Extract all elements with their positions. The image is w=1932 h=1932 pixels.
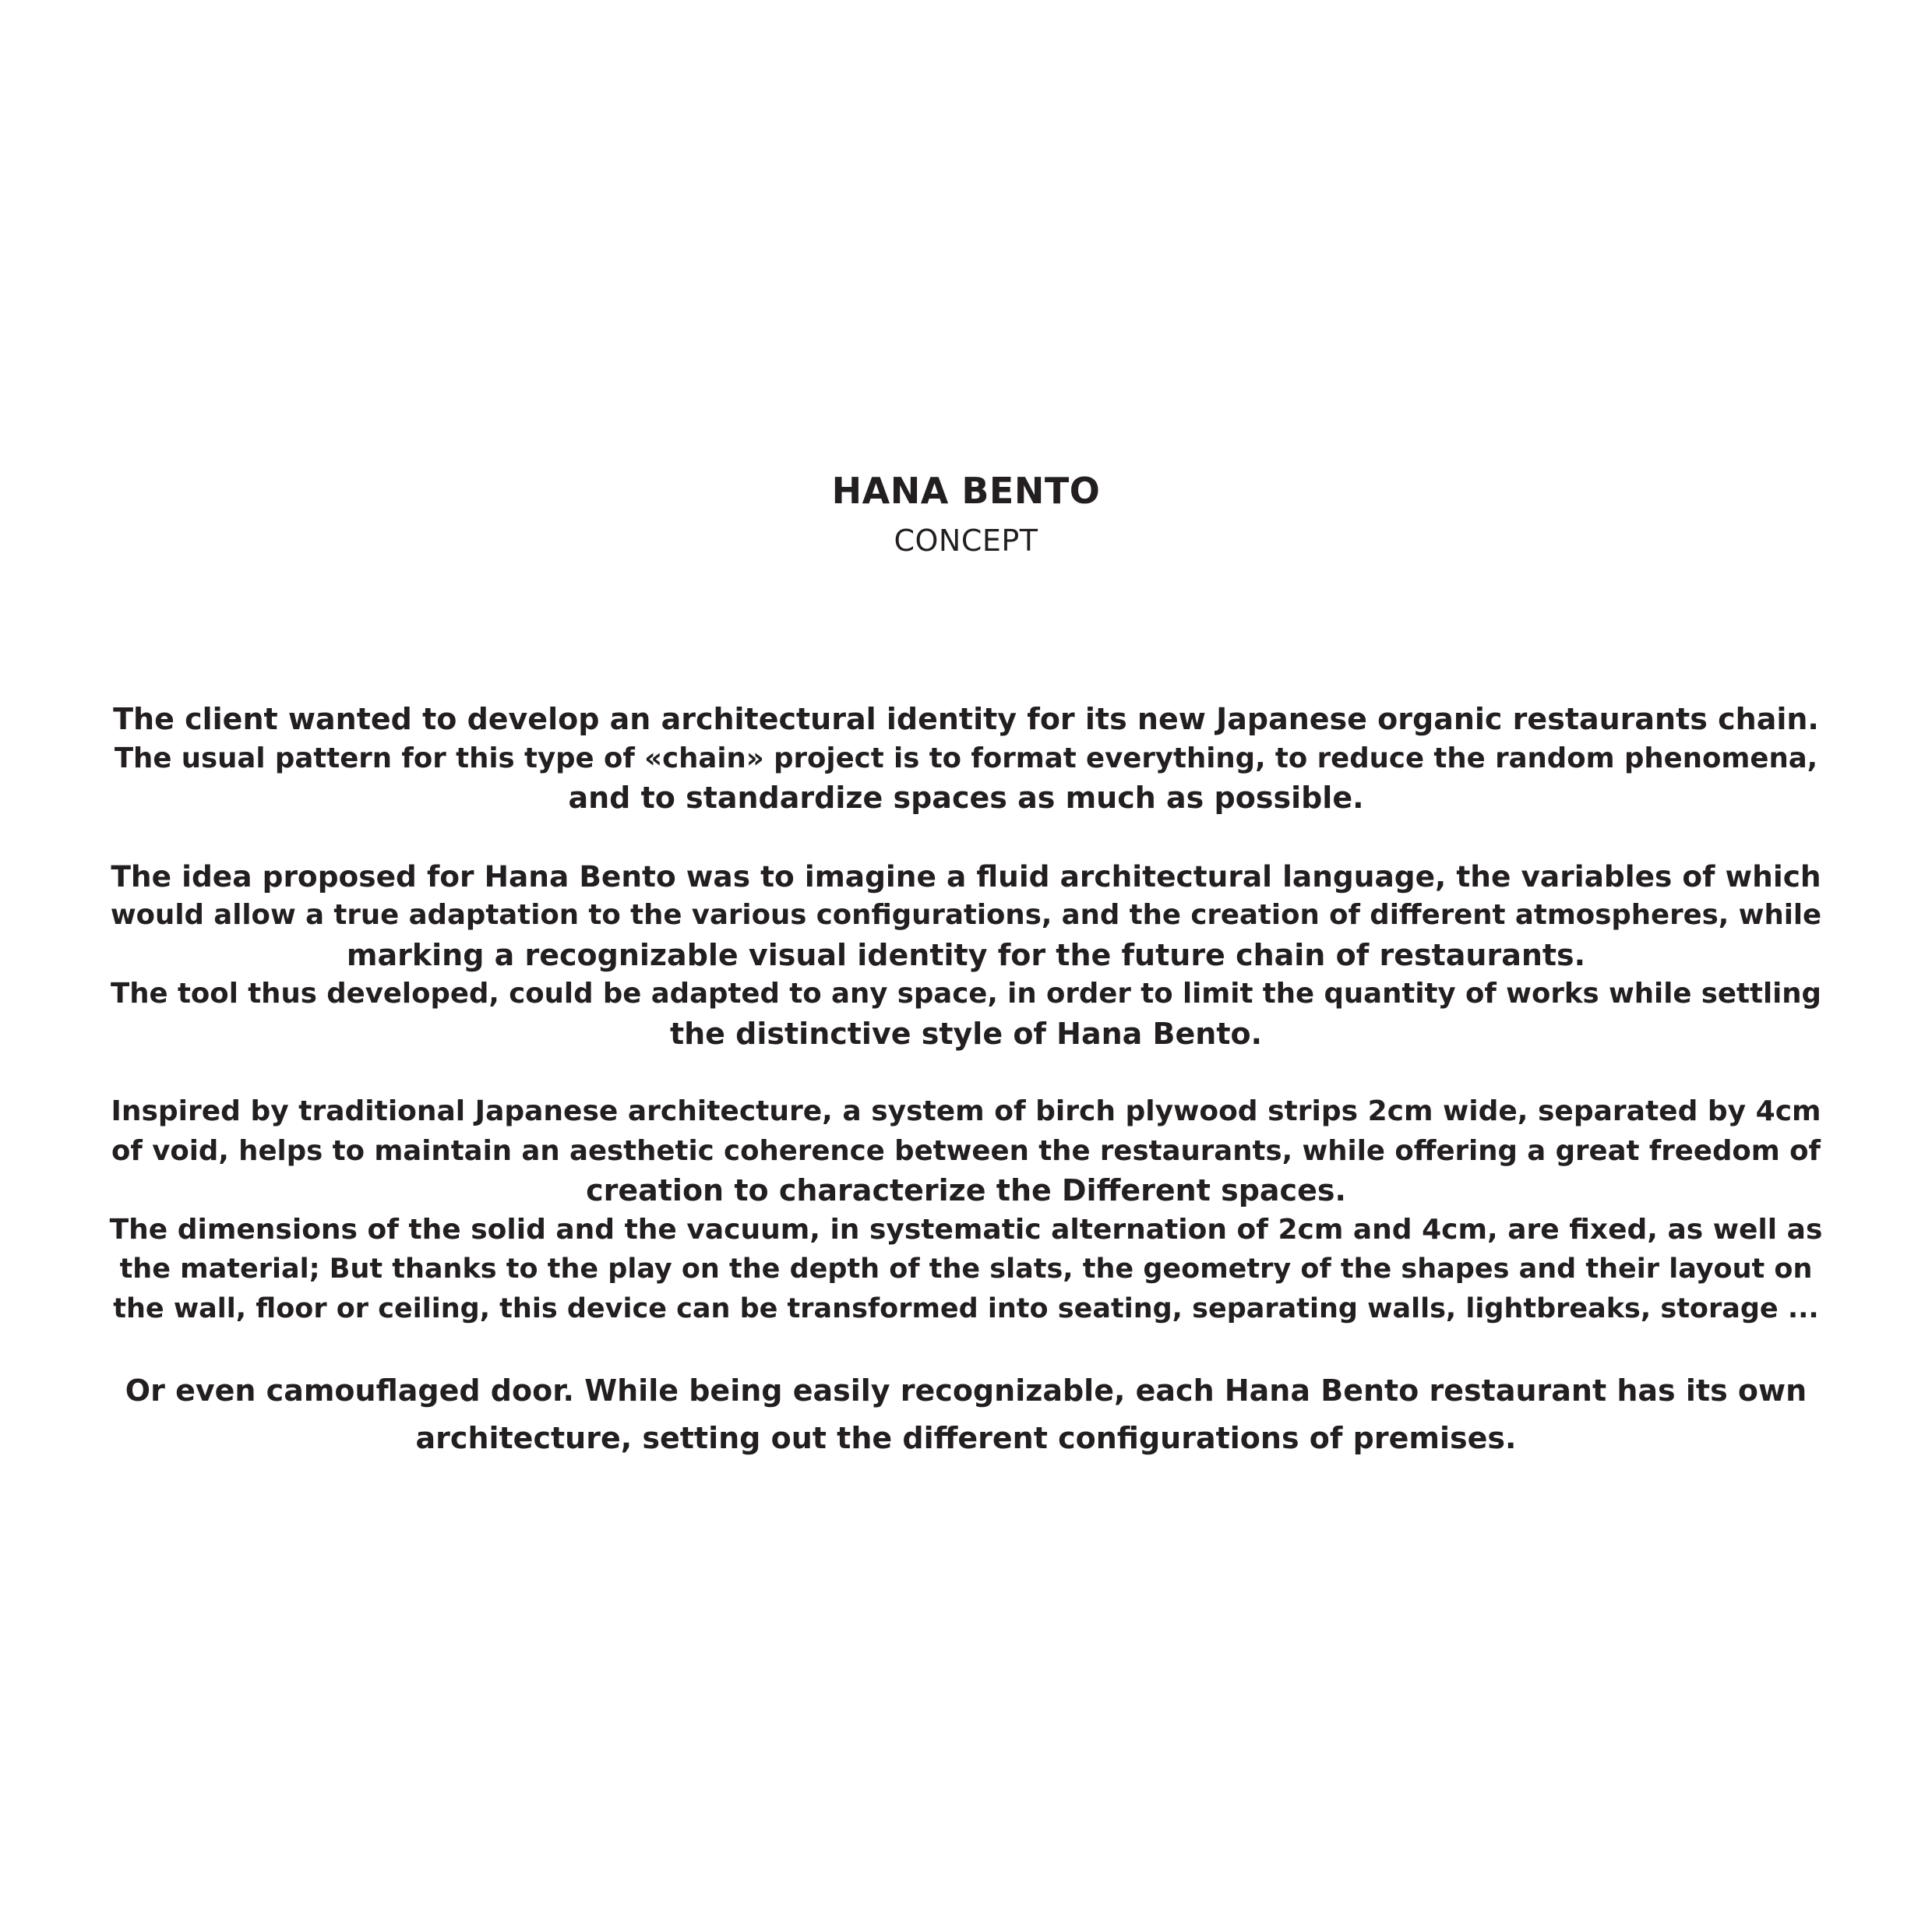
text-line: of void, helps to maintain an aesthetic coherence between the restaurants, while offering a great freedom of [111, 1134, 1821, 1167]
text-line: Inspired by traditional Japanese architecture, a system of birch plywood strips 2cm wide, separated by 4cm [111, 1095, 1821, 1127]
document-subtitle: CONCEPT [894, 524, 1038, 558]
paragraph-4 [109, 1367, 1823, 1462]
text-line: the material; But thanks to the play on the depth of the slats, the geometry of the shapes and their layout on [119, 1253, 1813, 1285]
text-line: Or even camouflaged door. While being easily recognizable, each Hana Bento restaurant has its own [125, 1373, 1807, 1408]
text-line: creation to characterize the Different spaces. [586, 1173, 1346, 1208]
text-line: The usual pattern for this type of «chain» project is to format everything, to reduce the random phenomena, [114, 742, 1818, 774]
document-header [0, 466, 1932, 566]
body-text [109, 700, 1823, 1501]
text-line: the wall, floor or ceiling, this device can be transformed into seating, separating walls, lightbreaks, storage ... [113, 1292, 1819, 1324]
text-line: The dimensions of the solid and the vacuum, in systematic alternation of 2cm and 4cm, are fixed, as well as [109, 1213, 1823, 1246]
text-line: the distinctive style of Hana Bento. [669, 1016, 1263, 1051]
text-line: The idea proposed for Hana Bento was to imagine a fluid architectural language, the variables of which [111, 858, 1821, 894]
paragraph-1 [109, 700, 1823, 818]
paragraph-2 [109, 857, 1823, 1054]
paragraph-3 [109, 1092, 1823, 1328]
document-title: HANA BENTO [831, 470, 1101, 512]
text-line: The client wanted to develop an architectural identity for its new Japanese organic restaurants chain. [113, 702, 1819, 736]
text-line: marking a recognizable visual identity for the future chain of restaurants. [346, 937, 1586, 972]
text-line: architecture, setting out the different configurations of premises. [415, 1421, 1517, 1455]
text-line: The tool thus developed, could be adapted to any space, in order to limit the quantity of works while settling [111, 978, 1821, 1010]
text-line: would allow a true adaptation to the various configurations, and the creation of different atmospheres, while [110, 899, 1822, 931]
text-line: and to standardize spaces as much as possible. [568, 781, 1364, 815]
